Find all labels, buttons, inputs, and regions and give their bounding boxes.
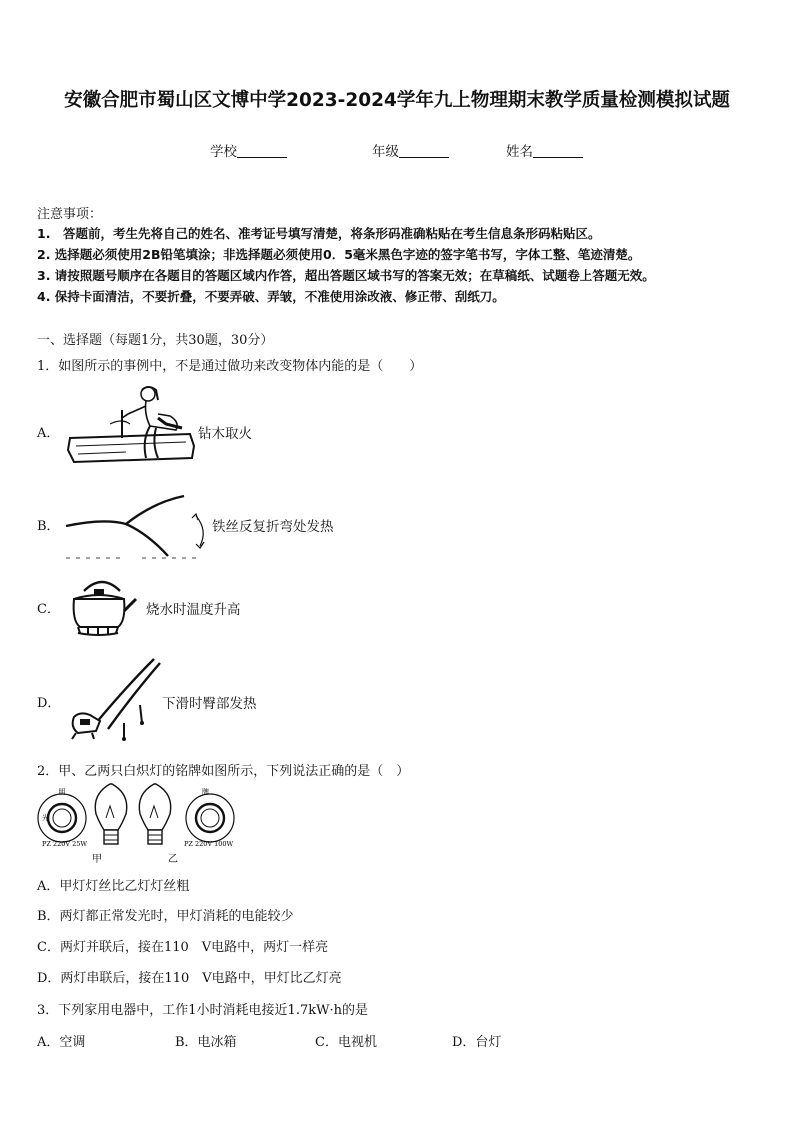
q2-option-a: A．甲灯灯丝比乙灯灯丝粗 xyxy=(37,879,190,894)
q1-option-b-letter: B． xyxy=(37,519,60,534)
q1-option-c-caption: 烧水时温度升高 xyxy=(146,602,241,618)
q1-option-a-caption: 钻木取火 xyxy=(198,426,252,442)
name-blank xyxy=(533,143,583,158)
q3-option-c: C．电视机 xyxy=(315,1035,377,1050)
bulb-nameplates-figure xyxy=(36,780,246,868)
q3-option-b: B．电冰箱 xyxy=(175,1035,237,1050)
notice-item-3: 3. 请按照题号顺序在各题目的答题区域内作答，超出答题区域书写的答案无效；在草稿纸、试题卷上答题无效。 xyxy=(37,268,655,283)
q1-option-d-letter: D． xyxy=(37,696,61,711)
right-plate-top-right: 牌 xyxy=(202,788,209,796)
q1-option-d-caption: 下滑时臀部发热 xyxy=(162,696,257,712)
q2-option-d: D．两灯串联后，接在110 V电路中，甲灯比乙灯亮 xyxy=(37,971,342,986)
q2-stem: 2．甲、乙两只白炽灯的铭牌如图所示，下列说法正确的是（ ） xyxy=(37,764,410,779)
label-jia: 甲 xyxy=(92,854,102,865)
drill-fire-figure xyxy=(66,384,198,468)
q1-option-a-letter: A． xyxy=(37,426,60,441)
q1-stem: 1．如图所示的事例中，不是通过做功来改变物体内能的是（ ） xyxy=(37,359,423,374)
notice-item-4: 4. 保持卡面清洁，不要折叠，不要弄破、弄皱，不准使用涂改液、修正带、刮纸刀。 xyxy=(37,289,505,304)
right-plate-rating: PZ 220V 100W xyxy=(184,840,234,848)
grade-label: 年级 xyxy=(372,144,399,160)
school-label: 学校 xyxy=(210,144,237,160)
left-plate-rating: PZ 220V 25W xyxy=(42,840,88,848)
q3-option-d: D．台灯 xyxy=(452,1035,502,1050)
label-yi: 乙 xyxy=(168,854,178,865)
grade-blank xyxy=(399,143,449,158)
slide-figure xyxy=(66,657,162,741)
q1-option-b-caption: 铁丝反复折弯处发热 xyxy=(212,519,334,535)
kettle-figure xyxy=(66,577,140,637)
school-field xyxy=(210,140,287,160)
notice-item-1: 1. 答题前，考生先将自己的姓名、准考证号填写清楚，将条形码准确粘贴在考生信息条形码粘贴区。 xyxy=(37,226,601,241)
left-plate-side: 光 xyxy=(42,814,49,822)
name-field xyxy=(506,140,583,160)
q2-option-b: B．两灯都正常发光时，甲灯消耗的电能较少 xyxy=(37,909,294,924)
notice-item-2: 2. 选择题必须使用2B铅笔填涂；非选择题必须使用0．5毫米黑色字迹的签字笔书写，字体工整、笔迹清楚。 xyxy=(37,247,641,262)
school-blank xyxy=(237,143,287,158)
bent-wire-figure xyxy=(64,494,212,560)
page-title: 安徽合肥市蜀山区文博中学2023-2024学年九上物理期末教学质量检测模拟试题 xyxy=(64,90,730,111)
name-label: 姓名 xyxy=(506,144,533,160)
q2-option-c: C．两灯并联后，接在110 V电路中，两灯一样亮 xyxy=(37,940,329,955)
notice-heading: 注意事项： xyxy=(37,207,103,222)
q3-option-a: A．空调 xyxy=(37,1035,86,1050)
grade-field xyxy=(372,140,449,160)
left-plate-top-left: 明 xyxy=(58,788,66,796)
section-heading: 一、选择题（每题1分，共30题，30分） xyxy=(37,333,274,348)
q1-option-c-letter: C． xyxy=(37,602,60,617)
q3-stem: 3．下列家用电器中，工作1小时消耗电接近1.7kW·h的是 xyxy=(37,1003,368,1018)
